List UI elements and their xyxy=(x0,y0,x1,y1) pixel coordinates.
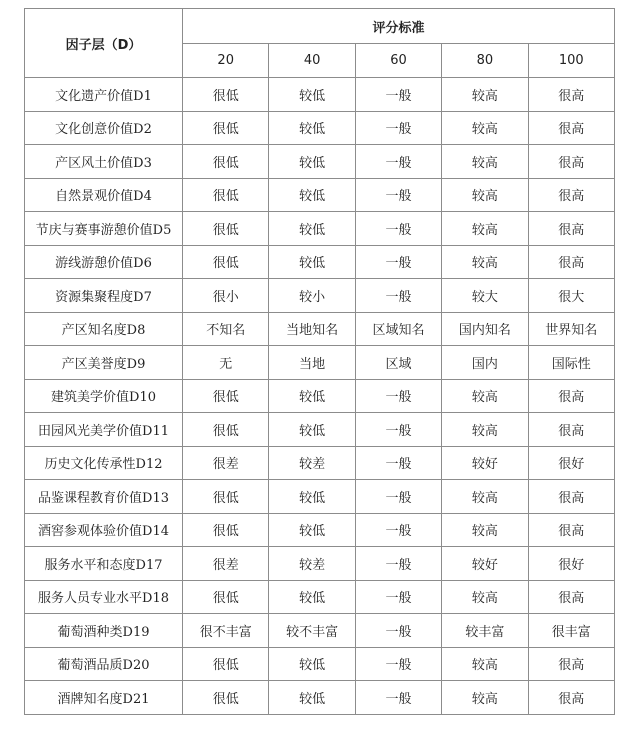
rating-cell: 很丰富 xyxy=(528,614,614,648)
rating-cell: 较低 xyxy=(269,212,355,246)
rating-cell: 较高 xyxy=(442,212,528,246)
rating-cell: 一般 xyxy=(355,245,441,279)
rating-cell: 一般 xyxy=(355,681,441,715)
table-row xyxy=(25,111,615,145)
rating-cell: 很高 xyxy=(528,111,614,145)
factor-name-cell: 葡萄酒品质D20 xyxy=(25,647,183,681)
rating-cell: 较低 xyxy=(269,145,355,179)
factor-layer-header: 因子层（D） xyxy=(25,9,183,78)
rating-cell: 世界知名 xyxy=(528,312,614,346)
rating-cell: 很低 xyxy=(183,245,269,279)
rating-cell: 较低 xyxy=(269,379,355,413)
table-row xyxy=(25,178,615,212)
rating-cell: 很低 xyxy=(183,111,269,145)
rating-cell: 较丰富 xyxy=(442,614,528,648)
rating-cell: 较不丰富 xyxy=(269,614,355,648)
rating-cell: 很高 xyxy=(528,413,614,447)
rating-cell: 很低 xyxy=(183,379,269,413)
rating-cell: 当地知名 xyxy=(269,312,355,346)
table-row xyxy=(25,480,615,514)
rating-cell: 很低 xyxy=(183,78,269,112)
rating-cell: 较高 xyxy=(442,513,528,547)
score-header: 80 xyxy=(442,44,528,78)
factor-name-cell: 品鉴课程教育价值D13 xyxy=(25,480,183,514)
factor-name-cell: 文化遗产价值D1 xyxy=(25,78,183,112)
table-row xyxy=(25,681,615,715)
table-header xyxy=(25,9,615,78)
rating-cell: 很低 xyxy=(183,647,269,681)
score-header: 20 xyxy=(183,44,269,78)
table-row xyxy=(25,614,615,648)
rating-cell: 很好 xyxy=(528,547,614,581)
rating-cell: 一般 xyxy=(355,446,441,480)
rating-cell: 一般 xyxy=(355,647,441,681)
rating-cell: 很高 xyxy=(528,245,614,279)
rating-cell: 很高 xyxy=(528,580,614,614)
rating-cell: 较低 xyxy=(269,513,355,547)
rating-cell: 较好 xyxy=(442,446,528,480)
table-row xyxy=(25,279,615,313)
rating-cell: 国内 xyxy=(442,346,528,380)
rating-cell: 很高 xyxy=(528,145,614,179)
table-row xyxy=(25,145,615,179)
rating-cell: 很高 xyxy=(528,681,614,715)
rating-cell: 一般 xyxy=(355,145,441,179)
factor-name-cell: 历史文化传承性D12 xyxy=(25,446,183,480)
factor-name-cell: 产区风土价值D3 xyxy=(25,145,183,179)
factor-name-cell: 资源集聚程度D7 xyxy=(25,279,183,313)
rating-cell: 较高 xyxy=(442,580,528,614)
rating-cell: 较低 xyxy=(269,681,355,715)
table-container xyxy=(24,8,614,715)
rating-cell: 一般 xyxy=(355,580,441,614)
rating-cell: 很高 xyxy=(528,379,614,413)
rating-cell: 很小 xyxy=(183,279,269,313)
table-row xyxy=(25,547,615,581)
table-row xyxy=(25,245,615,279)
rating-cell: 较高 xyxy=(442,413,528,447)
rating-cell: 较低 xyxy=(269,413,355,447)
table-row xyxy=(25,446,615,480)
rating-cell: 国内知名 xyxy=(442,312,528,346)
rating-cell: 一般 xyxy=(355,279,441,313)
factor-name-cell: 产区知名度D8 xyxy=(25,312,183,346)
rating-cell: 较低 xyxy=(269,580,355,614)
rating-cell: 很低 xyxy=(183,580,269,614)
rating-cell: 较低 xyxy=(269,78,355,112)
factor-name-cell: 产区美誉度D9 xyxy=(25,346,183,380)
rating-cell: 一般 xyxy=(355,212,441,246)
table-row xyxy=(25,413,615,447)
header-row-criteria xyxy=(25,9,615,44)
rating-cell: 一般 xyxy=(355,379,441,413)
rating-cell: 很低 xyxy=(183,178,269,212)
score-header: 100 xyxy=(528,44,614,78)
rating-cell: 无 xyxy=(183,346,269,380)
score-header: 60 xyxy=(355,44,441,78)
factor-name-cell: 田园风光美学价值D11 xyxy=(25,413,183,447)
rating-cell: 较高 xyxy=(442,78,528,112)
table-row xyxy=(25,647,615,681)
rating-cell: 较低 xyxy=(269,111,355,145)
factor-name-cell: 服务水平和态度D17 xyxy=(25,547,183,581)
rating-cell: 很低 xyxy=(183,212,269,246)
factor-name-cell: 酒牌知名度D21 xyxy=(25,681,183,715)
factor-name-cell: 酒窖参观体验价值D14 xyxy=(25,513,183,547)
rating-cell: 较高 xyxy=(442,178,528,212)
rating-cell: 较低 xyxy=(269,245,355,279)
rating-cell: 当地 xyxy=(269,346,355,380)
rating-cell: 较差 xyxy=(269,547,355,581)
factor-name-cell: 自然景观价值D4 xyxy=(25,178,183,212)
rating-cell: 较高 xyxy=(442,480,528,514)
rating-cell: 很低 xyxy=(183,681,269,715)
rating-cell: 很低 xyxy=(183,480,269,514)
table-row xyxy=(25,312,615,346)
factor-name-cell: 葡萄酒种类D19 xyxy=(25,614,183,648)
rating-cell: 较低 xyxy=(269,178,355,212)
rating-cell: 一般 xyxy=(355,513,441,547)
table-row xyxy=(25,346,615,380)
table-row xyxy=(25,379,615,413)
table-row xyxy=(25,212,615,246)
rating-cell: 较高 xyxy=(442,681,528,715)
rating-cell: 较小 xyxy=(269,279,355,313)
rating-cell: 区域 xyxy=(355,346,441,380)
rating-cell: 较高 xyxy=(442,379,528,413)
rating-cell: 很低 xyxy=(183,145,269,179)
score-header: 40 xyxy=(269,44,355,78)
criteria-header: 评分标准 xyxy=(183,9,615,44)
rating-cell: 很高 xyxy=(528,212,614,246)
rating-cell: 很高 xyxy=(528,480,614,514)
table-row xyxy=(25,513,615,547)
factor-name-cell: 建筑美学价值D10 xyxy=(25,379,183,413)
rating-cell: 很大 xyxy=(528,279,614,313)
scoring-criteria-table xyxy=(24,8,615,715)
rating-cell: 较好 xyxy=(442,547,528,581)
table-row xyxy=(25,78,615,112)
table-body xyxy=(25,78,615,715)
rating-cell: 很高 xyxy=(528,178,614,212)
rating-cell: 一般 xyxy=(355,413,441,447)
rating-cell: 一般 xyxy=(355,480,441,514)
rating-cell: 一般 xyxy=(355,111,441,145)
rating-cell: 一般 xyxy=(355,178,441,212)
rating-cell: 较高 xyxy=(442,245,528,279)
rating-cell: 区域知名 xyxy=(355,312,441,346)
rating-cell: 较高 xyxy=(442,111,528,145)
rating-cell: 国际性 xyxy=(528,346,614,380)
rating-cell: 很差 xyxy=(183,547,269,581)
rating-cell: 很高 xyxy=(528,513,614,547)
rating-cell: 一般 xyxy=(355,78,441,112)
rating-cell: 很低 xyxy=(183,513,269,547)
factor-name-cell: 节庆与赛事游憩价值D5 xyxy=(25,212,183,246)
factor-name-cell: 服务人员专业水平D18 xyxy=(25,580,183,614)
factor-name-cell: 游线游憩价值D6 xyxy=(25,245,183,279)
rating-cell: 很好 xyxy=(528,446,614,480)
rating-cell: 很高 xyxy=(528,78,614,112)
rating-cell: 较高 xyxy=(442,145,528,179)
rating-cell: 一般 xyxy=(355,547,441,581)
factor-name-cell: 文化创意价值D2 xyxy=(25,111,183,145)
rating-cell: 不知名 xyxy=(183,312,269,346)
rating-cell: 一般 xyxy=(355,614,441,648)
rating-cell: 很高 xyxy=(528,647,614,681)
rating-cell: 较高 xyxy=(442,647,528,681)
table-row xyxy=(25,580,615,614)
rating-cell: 很差 xyxy=(183,446,269,480)
rating-cell: 很不丰富 xyxy=(183,614,269,648)
rating-cell: 较低 xyxy=(269,647,355,681)
rating-cell: 很低 xyxy=(183,413,269,447)
rating-cell: 较差 xyxy=(269,446,355,480)
rating-cell: 较低 xyxy=(269,480,355,514)
rating-cell: 较大 xyxy=(442,279,528,313)
